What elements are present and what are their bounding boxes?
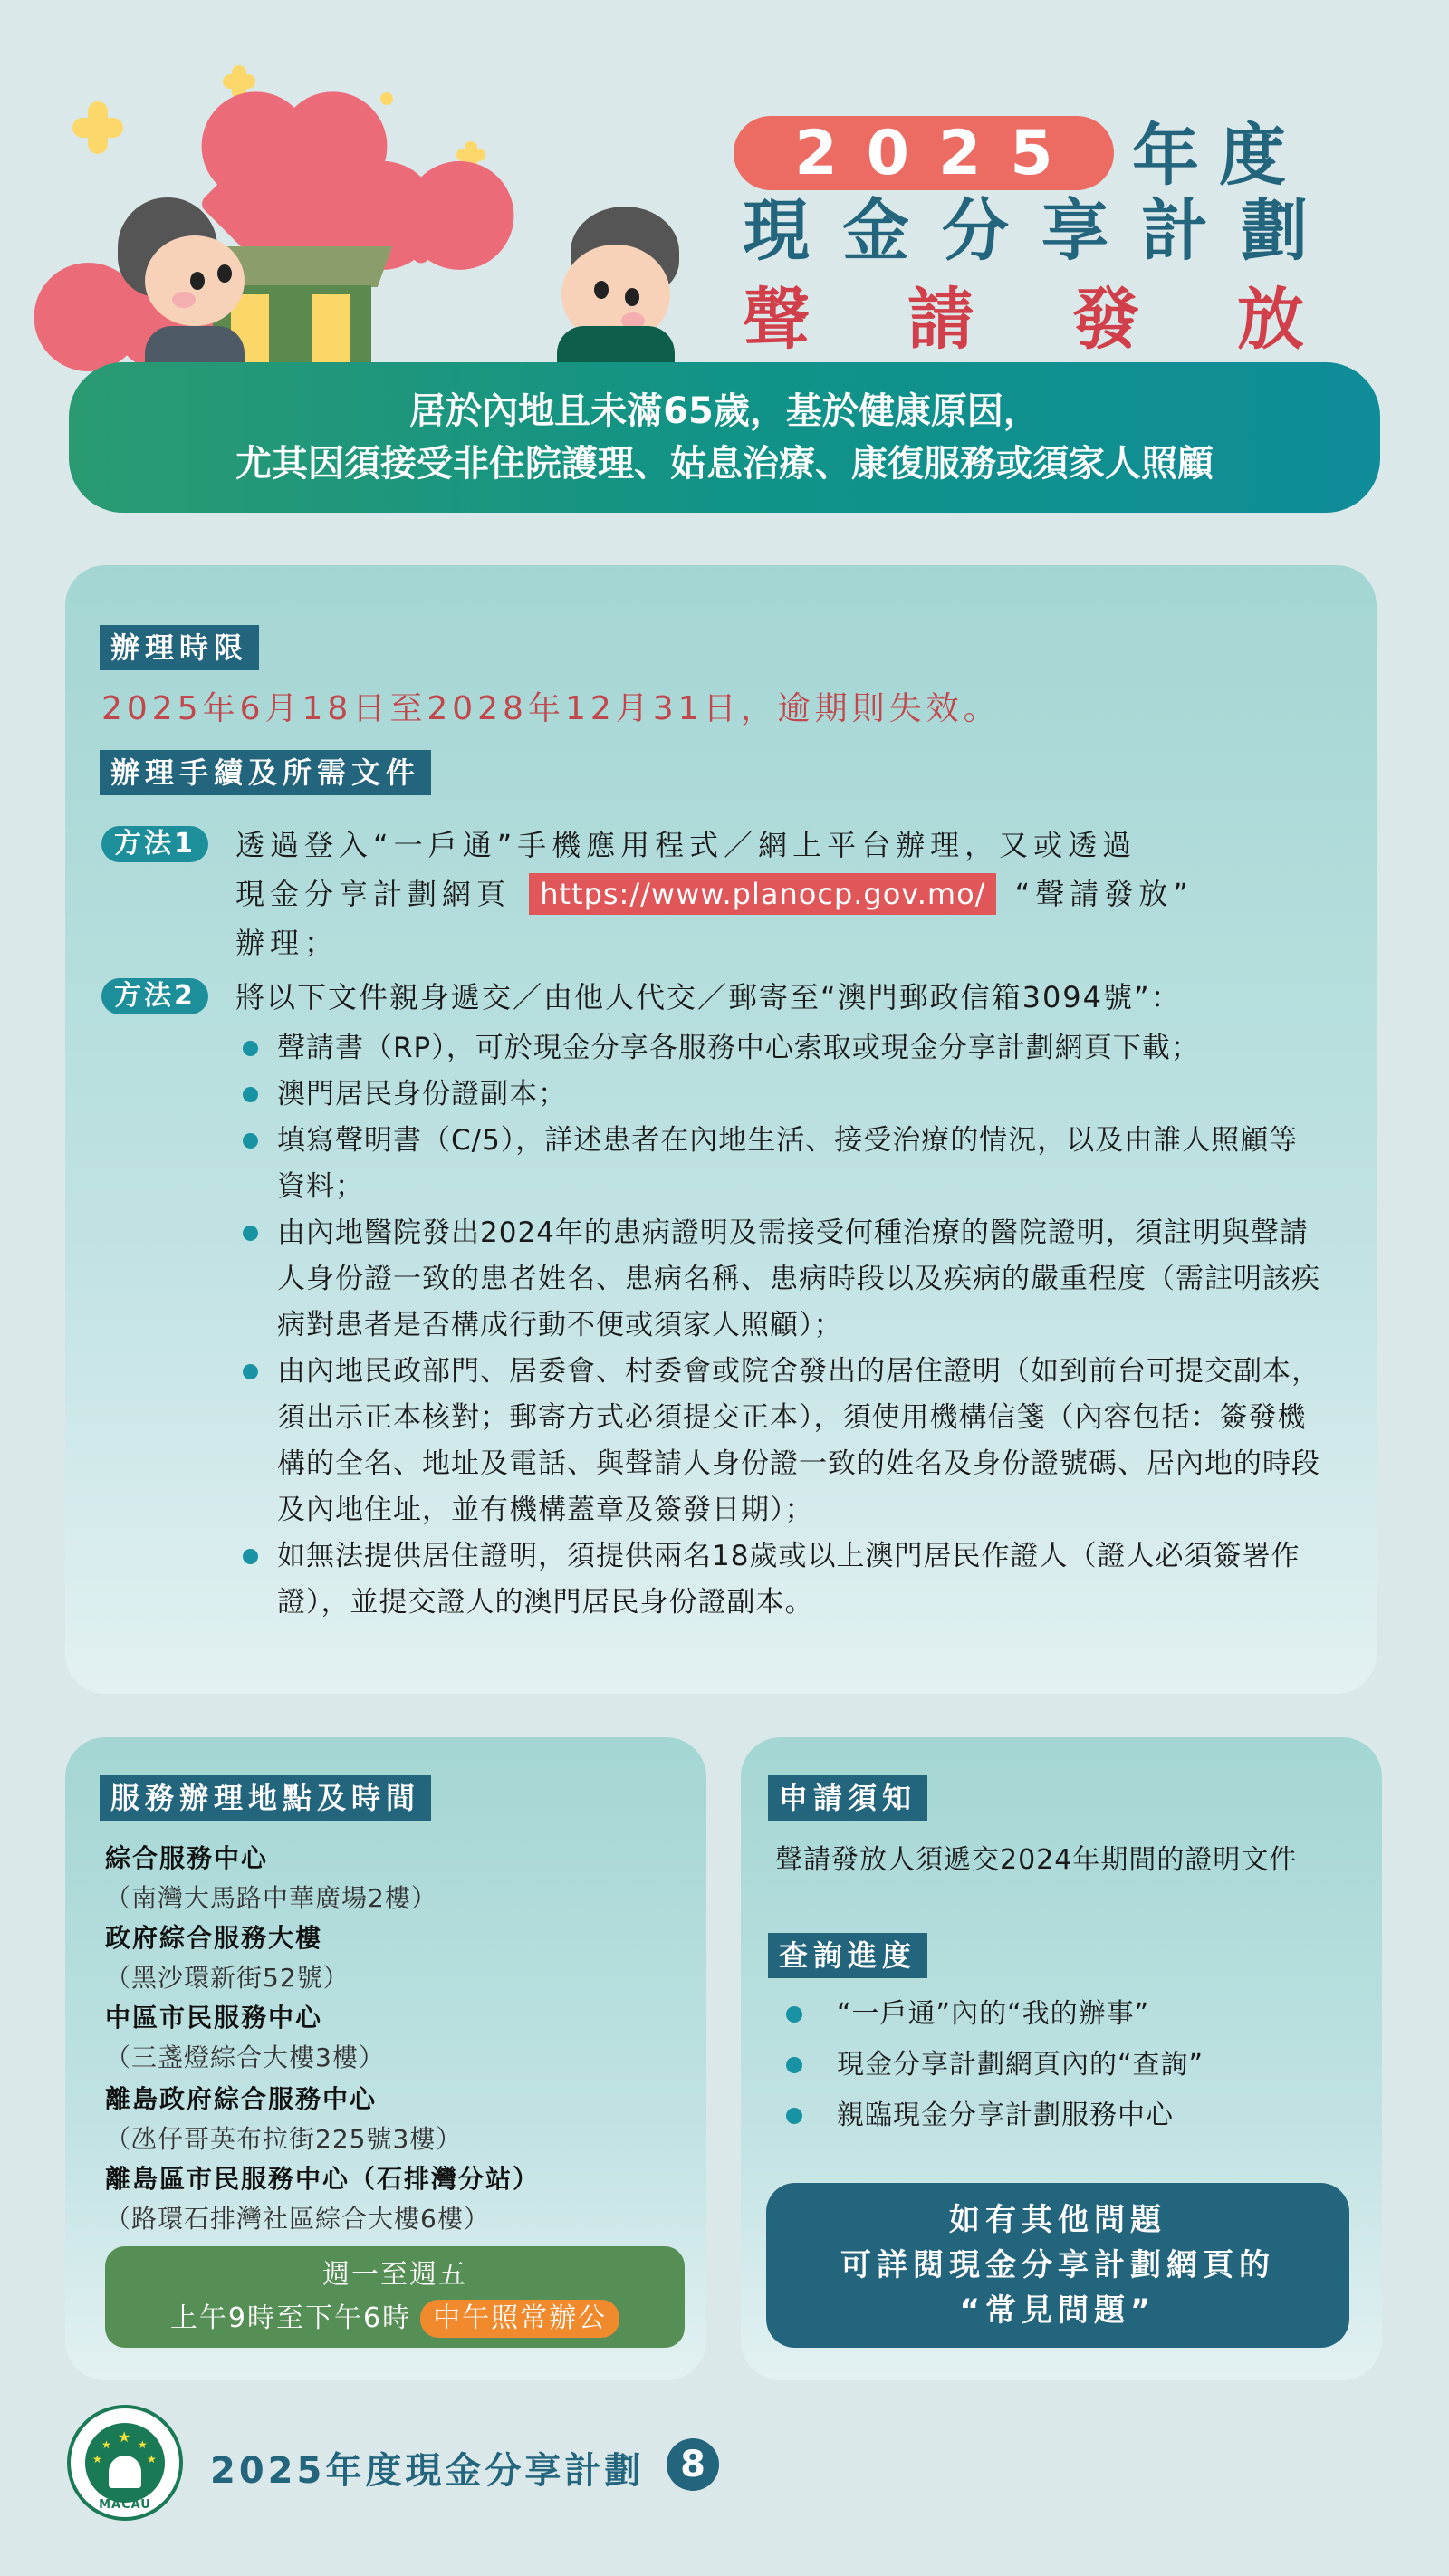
location-name: 離島政府綜合服務中心 [105,2084,378,2114]
list-item: 填寫聲明書（C/5），詳述患者在內地生活、接受治療的情況，以及由誰人照顧等資料； [243,1118,1320,1210]
faq-line-1: 如有其他問題 [949,2202,1166,2238]
method-1-text [235,821,1349,967]
lotus-icon [109,2456,141,2488]
page-subtitle: 聲請發放 [743,281,1402,359]
eye-icon [594,281,609,299]
locations-heading: 服務辦理地點及時間 [100,1775,431,1821]
location-name: 政府綜合服務大樓 [105,1923,323,1953]
progress-heading: 查詢進度 [768,1933,927,1978]
service-locations-card [65,1737,706,2380]
list-item: 親臨現金分享計劃服務中心 [786,2091,1348,2141]
footer-title: 2025年度現金分享計劃 [210,2450,645,2492]
location-name: 離島區市民服務中心（石排灣分站） [105,2164,541,2194]
page-number: 8 [667,2438,719,2491]
faq-callout [766,2183,1349,2348]
eligibility-banner [69,362,1380,513]
blush [172,292,196,308]
notice-text: 聲請發放人須遞交2024年期間的證明文件 [775,1844,1298,1876]
year-suffix: 年度 [1132,117,1306,195]
method-2-tag: 方法2 [101,978,208,1014]
notice-card [741,1737,1382,2380]
star-icon: ★ [118,2428,131,2446]
procedure-card [65,565,1377,1694]
star-icon: ★ [147,2453,157,2465]
website-link[interactable]: https://www.planocp.gov.mo/ [529,873,996,915]
star-icon: ★ [138,2438,148,2451]
notice-heading: 申請須知 [768,1775,927,1821]
method-1-tag: 方法1 [101,826,208,862]
location-name: 綜合服務中心 [105,1843,269,1873]
location-address: （路環石排灣社區綜合大樓6樓） [105,2204,490,2234]
location-name: 中區市民服務中心 [105,2003,323,2033]
location-address: （黑沙環新街52號） [105,1963,350,1993]
list-item: 澳門居民身份證副本； [243,1072,1320,1118]
location-address: （南灣大馬路中華廣場2樓） [105,1883,437,1913]
banner-line-1: 居於內地且未滿65歲，基於健康原因， [409,390,1040,432]
year-badge: 2025 [734,116,1114,190]
method-1-line-1: 透過登入“一戶通”手機應用程式／網上平台辦理，又或透過 [235,828,1137,862]
star-icon: ★ [92,2453,102,2465]
office-time-row [170,2297,619,2341]
eye-icon [190,272,205,290]
banner-line-2: 尤其因須接受非住院護理、姑息治療、康復服務或須家人照顧 [235,443,1214,485]
method-2-text: 將以下文件親身遞交／由他人代交／郵寄至“澳門郵政信箱3094號”： [235,980,1182,1014]
deadline-heading: 辦理時限 [100,625,259,670]
office-days: 週一至週五 [322,2259,467,2291]
method-1-line-3: 辦理； [235,926,340,960]
list-item: 由內地醫院發出2024年的患病證明及需接受何種治療的醫院證明，須註明與聲請人身份證一致的患者姓名、患病名稱、患病時段以及疾病的嚴重程度（需註明該疾病對患者是否構成行動不便或須家人照顧）； [243,1210,1320,1349]
location-address: （三盞燈綜合大樓3樓） [105,2043,385,2072]
method-1-prefix: 現金分享計劃網頁 [235,877,512,911]
faq-line-2: 可詳閱現金分享計劃網頁的 [840,2247,1275,2283]
list-item: 現金分享計劃網頁內的“查詢” [786,2040,1348,2091]
noon-open-badge: 中午照常辦公 [420,2300,619,2338]
office-hours [105,2246,685,2348]
emblem-inner [85,2423,165,2503]
plan-title: 現金分享計劃 [743,192,1340,270]
macau-emblem-icon [67,2405,183,2521]
eye-icon [625,288,639,306]
star-icon: ★ [101,2438,111,2451]
sparkle-icon [380,92,393,105]
method-1-line-2 [235,870,1349,918]
progress-list [786,1989,1348,2141]
list-item: 如無法提供居住證明，須提供兩名18歲或以上澳門居民作證人（證人必須簽署作證），並提交證人的澳門居民身份證副本。 [243,1533,1320,1626]
list-item: 由內地民政部門、居委會、村委會或院舍發出的居住證明（如到前台可提交副本，須出示正本核對；郵寄方式必須提交正本），須使用機構信箋（內容包括：簽發機構的全名、地址及電話、與聲請人身份證一致的姓名及身份證號碼、居內地的時段及內地住址，並有機構蓋章及簽發日期）； [243,1349,1320,1533]
location-address: （氹仔哥英布拉街225號3樓） [105,2124,463,2154]
required-documents-list [243,1025,1320,1626]
deadline-text: 2025年6月18日至2028年12月31日，逾期則失效。 [101,690,1001,727]
header-illustration [54,54,706,380]
eye-icon [217,264,232,283]
sparkle-icon [88,101,108,154]
emblem-caption: MACAU [99,2498,151,2512]
faq-line-3: “常見問題” [959,2292,1156,2329]
method-1-suffix: “聲請發放” [1014,877,1194,911]
list-item: “一戶通”內的“我的辦事” [786,1989,1348,2040]
office-time: 上午9時至下午6時 [169,2302,412,2334]
list-item: 聲請書（RP），可於現金分享各服務中心索取或現金分享計劃網頁下載； [243,1025,1320,1072]
procedure-heading: 辦理手續及所需文件 [100,750,431,795]
